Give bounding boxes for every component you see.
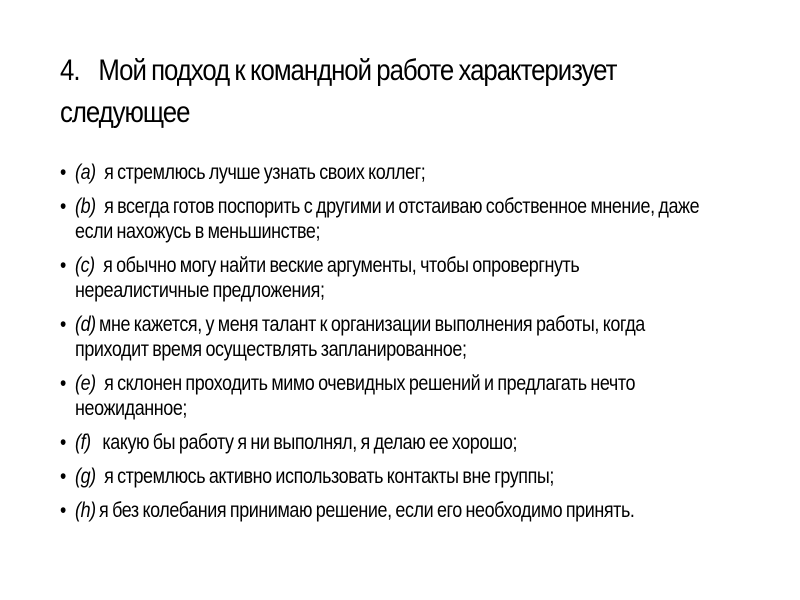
list-item	[60, 253, 703, 303]
item-mark: (g)	[75, 464, 96, 488]
bullet-icon: •	[60, 498, 66, 522]
bullet-icon: •	[60, 430, 66, 454]
item-mark: (a)	[75, 160, 96, 184]
bullet-icon: •	[60, 194, 66, 218]
item-text: я всегда готов поспорить с другими и отстаиваю собственное мнение, даже если нахожусь в меньшинстве;	[75, 194, 700, 243]
bullet-icon: •	[60, 312, 66, 336]
list-item	[60, 371, 703, 421]
item-text: мне кажется, у меня талант к организации выполнения работы, когда приходит время осуществлять запланированное;	[75, 312, 645, 361]
item-mark: (h)	[75, 498, 96, 522]
item-text: какую бы работу я ни выполнял, я делаю ее хорошо;	[102, 430, 518, 454]
item-text: я стремлюсь активно использовать контакты вне группы;	[104, 464, 554, 488]
item-text: я склонен проходить мимо очевидных решений и предлагать нечто неожиданное;	[75, 371, 636, 420]
item-mark: (f)	[75, 430, 91, 454]
item-text: я стремлюсь лучше узнать своих коллег;	[104, 160, 426, 184]
slide-title	[60, 50, 645, 134]
list-item	[60, 194, 703, 244]
title-text: Мой подход к командной работе характеризует следующее	[60, 54, 617, 129]
title-number: 4.	[60, 54, 80, 87]
item-mark: (b)	[75, 194, 96, 218]
list-item	[60, 312, 703, 362]
bullet-list	[60, 160, 703, 532]
list-item	[60, 160, 703, 185]
list-item	[60, 498, 703, 523]
item-mark: (e)	[75, 371, 96, 395]
list-item	[60, 430, 703, 455]
bullet-icon: •	[60, 160, 66, 184]
item-mark: (d)	[75, 312, 96, 336]
bullet-icon: •	[60, 371, 66, 395]
list-item	[60, 464, 703, 489]
item-text: я без колебания принимаю решение, если его необходимо принять.	[99, 498, 635, 522]
bullet-icon: •	[60, 464, 66, 488]
item-mark: (c)	[75, 253, 95, 277]
item-text: я обычно могу найти веские аргументы, чтобы опровергнуть нереалистичные предложения;	[75, 253, 580, 302]
bullet-icon: •	[60, 253, 66, 277]
